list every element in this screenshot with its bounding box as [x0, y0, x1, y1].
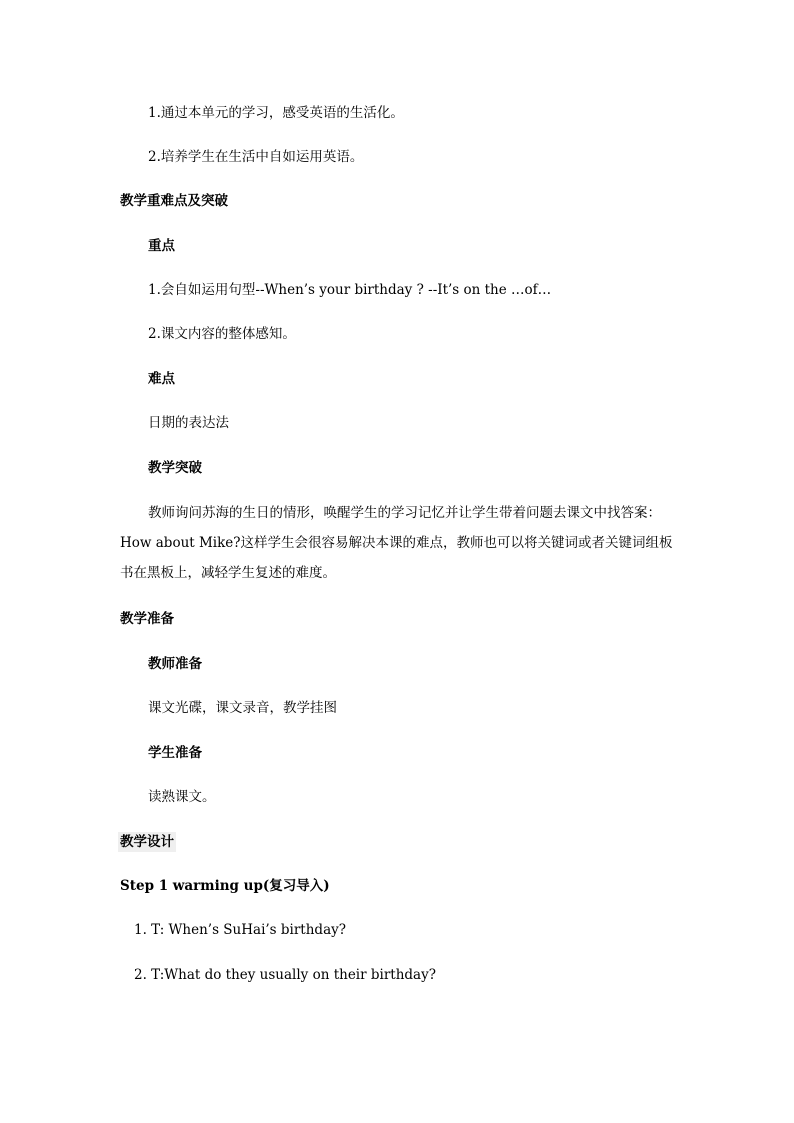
- student-prep-label: 学生准备: [148, 745, 202, 761]
- list-item: 2. T:What do they usually on their birthday?: [134, 967, 436, 983]
- difficult-point-text: 日期的表达法: [148, 415, 229, 431]
- teacher-prep-label: 教师准备: [148, 656, 202, 672]
- section-heading-design: 教学设计: [120, 834, 174, 850]
- key-point-1: 1.会自如运用句型--When’s your birthday ? --It’s on the …of…: [148, 282, 552, 298]
- breakthrough-paragraph: [120, 498, 685, 588]
- difficult-points-label: 难点: [148, 371, 175, 387]
- student-prep-text: 读熟课文。: [148, 789, 216, 805]
- objective-2: 2.培养学生在生活中自如运用英语。: [148, 149, 364, 165]
- objective-1: 1.通过本单元的学习，感受英语的生活化。: [148, 105, 404, 121]
- section-heading-preparation: 教学准备: [120, 611, 174, 627]
- breakthrough-line-1: 教师询问苏海的生日的情形，唤醒学生的学习记忆并让学生带着问题去课文中找答案：: [148, 505, 661, 521]
- teacher-prep-text: 课文光碟，课文录音，教学挂图: [148, 700, 337, 716]
- key-point-2: 2.课文内容的整体感知。: [148, 326, 296, 342]
- section-heading-key-difficult: 教学重难点及突破: [120, 193, 228, 209]
- breakthrough-line-3: 书在黑板上，减轻学生复述的难度。: [120, 565, 336, 581]
- list-item: 1. T: When’s SuHai’s birthday?: [134, 922, 346, 938]
- breakthrough-line-2: How about Mike?这样学生会很容易解决本课的难点，教师也可以将关键词或者关键词组板: [120, 535, 673, 551]
- breakthrough-label: 教学突破: [148, 460, 202, 476]
- step-1-heading: Step 1 warming up(复习导入): [120, 878, 330, 894]
- key-points-label: 重点: [148, 238, 175, 254]
